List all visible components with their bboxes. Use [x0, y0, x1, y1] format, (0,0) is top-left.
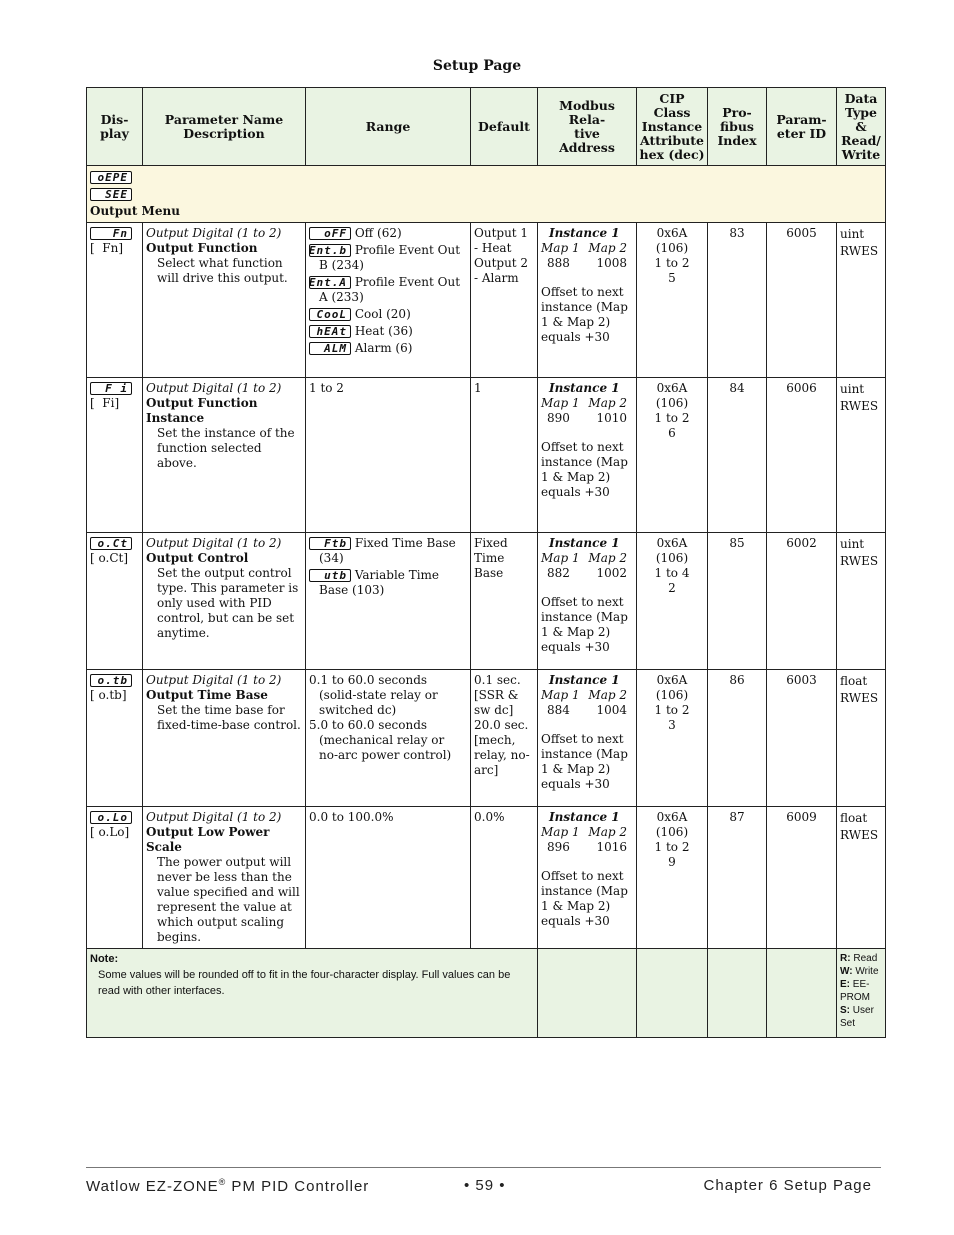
parameter-description: Set the time base for fixed-time-base control. [157, 703, 301, 732]
parameter-description: The power output will never be less than the value specified and will represent the value at which output scaling begins. [157, 855, 300, 944]
range-lcd: Ftb [309, 537, 351, 550]
default-cell: Fixed Time Base [471, 533, 538, 670]
map1-label: Map 1 [541, 241, 580, 255]
legend-cell [837, 949, 886, 1038]
note-blank-cell [637, 949, 708, 1038]
range-text: 0.0 to 100.0% [309, 810, 394, 824]
parameter-id-cell: 6006 [767, 378, 837, 533]
profibus-cell: 87 [708, 807, 767, 949]
parameter-id-cell: 6009 [767, 807, 837, 949]
data-type-cell: uint RWES [837, 533, 886, 670]
table-row [87, 807, 886, 949]
parameter-group: Output Digital (1 to 2) [146, 673, 282, 687]
map1-label: Map 1 [541, 688, 580, 702]
range-lcd: hEAt [309, 325, 351, 338]
data-type-cell: float RWES [837, 807, 886, 949]
range-line: 5.0 to 60.0 seconds (mechanical relay or no-arc power control) [309, 718, 452, 762]
range-option-text: Profile Event Out A (233) [319, 275, 461, 304]
parameter-description: Select what function will drive this output. [157, 256, 288, 285]
map2-address: 1004 [596, 703, 627, 717]
range-option-text: Off (62) [354, 226, 402, 240]
display-code: [ Fi] [90, 396, 120, 410]
cip-cell: 0x6A (106) 1 to 2 3 [637, 670, 708, 807]
range-option-text: Profile Event Out B (234) [319, 243, 461, 272]
note-blank-cell [708, 949, 767, 1038]
table-row [87, 378, 886, 533]
default-cell: 0.1 sec. [SSR & sw dc] 20.0 sec. [mech, relay, no-arc] [471, 670, 538, 807]
offset-note: Offset to next instance (Map 1 & Map 2) equals +30 [541, 285, 628, 344]
range-option-text: Fixed Time Base (34) [319, 536, 456, 565]
note-blank-cell [538, 949, 637, 1038]
map1-label: Map 1 [541, 825, 580, 839]
legend-item: S: User Set [840, 1005, 874, 1029]
map2-label: Map 2 [588, 396, 627, 410]
header-parameter-id: Param- eter ID [767, 88, 837, 166]
menu-lcd-display: oEPE [90, 171, 132, 184]
display-cell [87, 807, 143, 949]
instance-label: Instance 1 [549, 536, 620, 550]
cip-cell: 0x6A (106) 1 to 2 5 [637, 223, 708, 378]
note-blank-cell [767, 949, 837, 1038]
range-lcd: ALM [309, 342, 351, 355]
footer-page-number: • 59 • [464, 1177, 506, 1194]
setup-lcd-display: SEE [90, 188, 132, 201]
map2-address: 1002 [596, 566, 627, 580]
default-cell: Output 1 - Heat Output 2 - Alarm [471, 223, 538, 378]
display-cell [87, 533, 143, 670]
header-default: Default [471, 88, 538, 166]
header-range: Range [306, 88, 471, 166]
parameter-cell [143, 807, 306, 949]
modbus-cell [538, 670, 637, 807]
modbus-cell [538, 223, 637, 378]
legend-item: R: Read [840, 953, 878, 964]
display-code: [ Fn] [90, 241, 124, 255]
data-type-cell: uint RWES [837, 378, 886, 533]
modbus-cell [538, 807, 637, 949]
modbus-cell [538, 378, 637, 533]
parameter-id-cell: 6003 [767, 670, 837, 807]
instance-label: Instance 1 [549, 673, 620, 687]
map2-label: Map 2 [588, 688, 627, 702]
header-data-type: Data Type & Read/ Write [837, 88, 886, 166]
map2-address: 1008 [596, 256, 627, 270]
table-row [87, 223, 886, 378]
range-option [309, 226, 467, 241]
range-line: 0.1 to 60.0 seconds (solid-state relay or switched dc) [309, 673, 438, 717]
display-code: [ o.tb] [90, 688, 127, 702]
note-text: Some values will be rounded off to fit in the four-character display. Full values can be read with other interfaces. [98, 969, 511, 997]
note-cell [87, 949, 538, 1038]
note-title: Note: [90, 953, 119, 965]
range-option [309, 307, 467, 322]
default-cell: 1 [471, 378, 538, 533]
map1-address: 890 [547, 411, 570, 425]
offset-note: Offset to next instance (Map 1 & Map 2) equals +30 [541, 595, 628, 654]
range-lcd: Ent.A [309, 276, 351, 289]
range-cell [306, 378, 471, 533]
range-option [309, 275, 467, 305]
map1-address: 882 [547, 566, 570, 580]
menu-row [87, 166, 886, 223]
parameter-name: Output Low Power Scale [146, 825, 270, 854]
menu-cell [87, 166, 886, 223]
instance-label: Instance 1 [549, 810, 620, 824]
map2-label: Map 2 [588, 825, 627, 839]
parameter-name: Output Control [146, 551, 249, 565]
lcd-display: o.tb [90, 674, 132, 687]
instance-label: Instance 1 [549, 381, 620, 395]
range-option [309, 324, 467, 339]
lcd-display: o.Lo [90, 811, 132, 824]
footer-chapter: Chapter 6 Setup Page [703, 1177, 872, 1194]
range-option [309, 341, 467, 356]
parameter-description: Set the instance of the function selected above. [157, 426, 295, 470]
profibus-cell: 86 [708, 670, 767, 807]
map1-address: 884 [547, 703, 570, 717]
offset-note: Offset to next instance (Map 1 & Map 2) equals +30 [541, 440, 628, 499]
range-option-text: Heat (36) [354, 324, 413, 338]
menu-label: Output Menu [90, 204, 180, 218]
table-row [87, 533, 886, 670]
footer-rule [86, 1167, 881, 1168]
display-code: [ o.Ct] [90, 551, 129, 565]
map1-address: 888 [547, 256, 570, 270]
profibus-cell: 85 [708, 533, 767, 670]
offset-note: Offset to next instance (Map 1 & Map 2) equals +30 [541, 732, 628, 791]
cip-cell: 0x6A (106) 1 to 2 6 [637, 378, 708, 533]
header-modbus: Modbus Rela- tive Address [538, 88, 637, 166]
parameter-name: Output Function Instance [146, 396, 258, 425]
parameter-cell [143, 223, 306, 378]
header-display: Dis- play [87, 88, 143, 166]
lcd-display: o.Ct [90, 537, 132, 550]
range-option-text: Variable Time Base (103) [319, 568, 440, 597]
range-cell [306, 533, 471, 670]
display-cell [87, 378, 143, 533]
default-cell: 0.0% [471, 807, 538, 949]
range-option-text: Alarm (6) [354, 341, 413, 355]
parameter-cell [143, 670, 306, 807]
parameter-group: Output Digital (1 to 2) [146, 536, 282, 550]
range-option [309, 568, 467, 598]
page-title: Setup Page [432, 58, 522, 74]
range-cell [306, 670, 471, 807]
range-option [309, 243, 467, 273]
range-lcd: oFF [309, 227, 351, 240]
table-row [87, 670, 886, 807]
range-lcd: CooL [309, 308, 351, 321]
parameter-name: Output Time Base [146, 688, 268, 702]
header-row [87, 88, 886, 166]
display-cell [87, 670, 143, 807]
range-text: 1 to 2 [309, 381, 344, 395]
data-type-cell: float RWES [837, 670, 886, 807]
cip-cell: 0x6A (106) 1 to 2 9 [637, 807, 708, 949]
range-cell [306, 807, 471, 949]
map1-label: Map 1 [541, 551, 580, 565]
range-cell [306, 223, 471, 378]
cip-cell: 0x6A (106) 1 to 4 2 [637, 533, 708, 670]
parameter-id-cell: 6005 [767, 223, 837, 378]
setup-parameter-table [86, 87, 886, 1038]
map2-label: Map 2 [588, 241, 627, 255]
range-option [309, 536, 467, 566]
instance-label: Instance 1 [549, 226, 620, 240]
header-parameter: Parameter Name Description [143, 88, 306, 166]
lcd-display: F i [90, 382, 132, 395]
map2-label: Map 2 [588, 551, 627, 565]
data-type-cell: uint RWES [837, 223, 886, 378]
range-option-text: Cool (20) [354, 307, 411, 321]
lcd-display: Fn [90, 227, 132, 240]
profibus-cell: 83 [708, 223, 767, 378]
profibus-cell: 84 [708, 378, 767, 533]
legend-item: E: EE-PROM [840, 979, 870, 1003]
map1-label: Map 1 [541, 396, 580, 410]
display-code: [ o.Lo] [90, 825, 130, 839]
parameter-name: Output Function [146, 241, 258, 255]
parameter-group: Output Digital (1 to 2) [146, 810, 282, 824]
range-lcd: Ent.b [309, 244, 351, 257]
parameter-group: Output Digital (1 to 2) [146, 381, 282, 395]
map1-address: 896 [547, 840, 570, 854]
range-lcd: utb [309, 569, 351, 582]
footer-product: Watlow EZ-ZONE® PM PID Controller [86, 1177, 370, 1195]
map2-address: 1016 [596, 840, 627, 854]
display-cell [87, 223, 143, 378]
note-row [87, 949, 886, 1038]
offset-note: Offset to next instance (Map 1 & Map 2) equals +30 [541, 869, 628, 928]
parameter-description: Set the output control type. This parameter is only used with PID control, but can be set anytime. [157, 566, 299, 640]
map2-address: 1010 [596, 411, 627, 425]
parameter-id-cell: 6002 [767, 533, 837, 670]
parameter-cell [143, 533, 306, 670]
legend-item: W: Write [840, 966, 879, 977]
parameter-cell [143, 378, 306, 533]
header-cip: CIP Class Instance Attribute hex (dec) [637, 88, 708, 166]
modbus-cell [538, 533, 637, 670]
header-profibus: Pro- fibus Index [708, 88, 767, 166]
parameter-group: Output Digital (1 to 2) [146, 226, 282, 240]
